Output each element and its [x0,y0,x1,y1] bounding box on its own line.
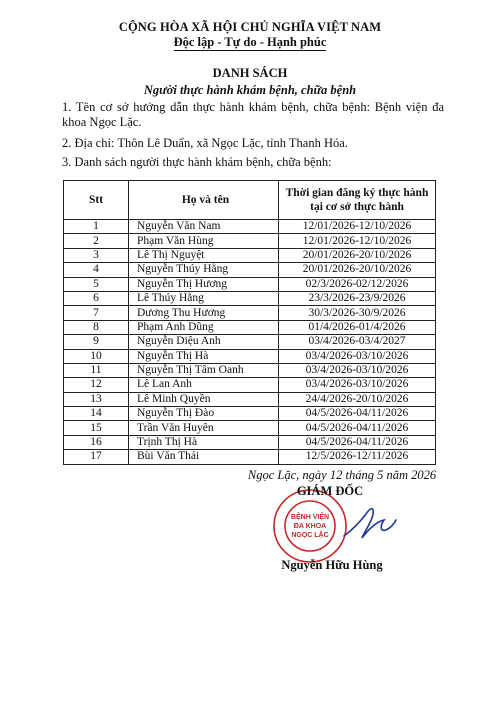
table-row [64,335,436,349]
cell-time: 12/01/2026-12/10/2026 [279,234,436,248]
cell-name: Nguyễn Diệu Anh [129,335,279,349]
cell-name: Lê Minh Quyền [129,392,279,406]
cell-stt: 13 [64,392,129,406]
table-body [64,220,436,465]
table-row [64,392,436,406]
cell-stt: 2 [64,234,129,248]
table-row [64,234,436,248]
header-time-line2: tại cơ sở thực hành [310,201,404,213]
national-motto [0,35,500,50]
signer-name: Nguyễn Hữu Hùng [281,558,383,572]
cell-name: Nguyễn Thị Tâm Oanh [129,363,279,377]
cell-name: Lê Lan Anh [129,378,279,392]
cell-stt: 5 [64,277,129,291]
cell-time: 23/3/2026-23/9/2026 [279,291,436,305]
cell-stt: 16 [64,435,129,449]
table-row [64,277,436,291]
cell-stt: 10 [64,349,129,363]
cell-name: Nguyễn Thúy Hằng [129,263,279,277]
list-intro-item: 3. Danh sách người thực hành khám bệnh, chữa bệnh: [62,155,332,169]
cell-name: Trịnh Thị Hà [129,435,279,449]
cell-name: Trần Văn Huyên [129,421,279,435]
table-row [64,349,436,363]
cell-time: 12/01/2026-12/10/2026 [279,220,436,234]
header-time-line1: Thời gian đăng ký thực hành [285,187,429,199]
national-title: CỘNG HÒA XÃ HỘI CHỦ NGHĨA VIỆT NAM [118,20,382,34]
seal-text-line: NGỌC LẶC [291,532,329,539]
table-row [64,435,436,449]
table-row [64,407,436,421]
table-row [64,248,436,262]
motto-text: Độc lập - Tự do - Hạnh phúc [173,35,327,49]
header-name: Họ và tên [129,181,279,220]
date-line: Ngọc Lặc, ngày 12 tháng 5 năm 2026 [247,468,437,482]
facility-name-item: 1. Tên cơ sở hướng dẫn thực hành khám bệnh, chữa bệnh: Bệnh viện đa khoa Ngọc Lặc. [62,100,444,129]
document-title: DANH SÁCH [212,66,288,80]
table-row [64,263,436,277]
table-row [64,291,436,305]
cell-stt: 17 [64,450,129,464]
cell-name: Nguyễn Văn Nam [129,220,279,234]
address-item: 2. Địa chỉ: Thôn Lê Duẩn, xã Ngọc Lặc, tỉnh Thanh Hóa. [62,136,348,150]
cell-name: Phạm Văn Hùng [129,234,279,248]
cell-stt: 15 [64,421,129,435]
cell-name: Phạm Anh Dũng [129,320,279,334]
table-row [64,450,436,464]
table-row [64,378,436,392]
table-row [64,306,436,320]
cell-stt: 11 [64,363,129,377]
table-header-row [64,181,436,220]
cell-time: 03/4/2026-03/10/2026 [279,349,436,363]
director-title: GIÁM ĐỐC [296,484,364,498]
cell-name: Nguyễn Thị Đào [129,407,279,421]
seal-text-line: BỆNH VIỆN [290,514,330,521]
cell-time: 03/4/2026-03/4/2027 [279,335,436,349]
practitioner-table [63,180,436,465]
cell-name: Nguyễn Thị Hà [129,349,279,363]
cell-name: Bùi Văn Thái [129,450,279,464]
table-row [64,363,436,377]
cell-time: 24/4/2026-20/10/2026 [279,392,436,406]
cell-time: 03/4/2026-03/10/2026 [279,378,436,392]
cell-time: 20/01/2026-20/10/2026 [279,248,436,262]
cell-time: 12/5/2026-12/11/2026 [279,450,436,464]
table-row [64,320,436,334]
cell-stt: 1 [64,220,129,234]
cell-time: 01/4/2026-01/4/2026 [279,320,436,334]
seal-text-line: ĐA KHOA [293,523,327,530]
table-row [64,421,436,435]
cell-time: 04/5/2026-04/11/2026 [279,435,436,449]
cell-name: Lê Thúy Hằng [129,291,279,305]
cell-time: 04/5/2026-04/11/2026 [279,421,436,435]
cell-stt: 12 [64,378,129,392]
cell-stt: 6 [64,291,129,305]
cell-name: Lê Thị Nguyệt [129,248,279,262]
header-stt: Stt [64,181,129,220]
cell-time: 02/3/2026-02/12/2026 [279,277,436,291]
cell-time: 20/01/2026-20/10/2026 [279,263,436,277]
table-row [64,220,436,234]
cell-stt: 9 [64,335,129,349]
cell-stt: 4 [64,263,129,277]
cell-stt: 3 [64,248,129,262]
cell-stt: 8 [64,320,129,334]
cell-name: Nguyễn Thị Hương [129,277,279,291]
cell-name: Dương Thu Hương [129,306,279,320]
cell-time: 04/5/2026-04/11/2026 [279,407,436,421]
header-time [279,181,436,220]
cell-time: 30/3/2026-30/9/2026 [279,306,436,320]
cell-stt: 14 [64,407,129,421]
document-subtitle: Người thực hành khám bệnh, chữa bệnh [143,83,357,97]
cell-stt: 7 [64,306,129,320]
cell-time: 03/4/2026-03/10/2026 [279,363,436,377]
director-signature [340,500,400,544]
